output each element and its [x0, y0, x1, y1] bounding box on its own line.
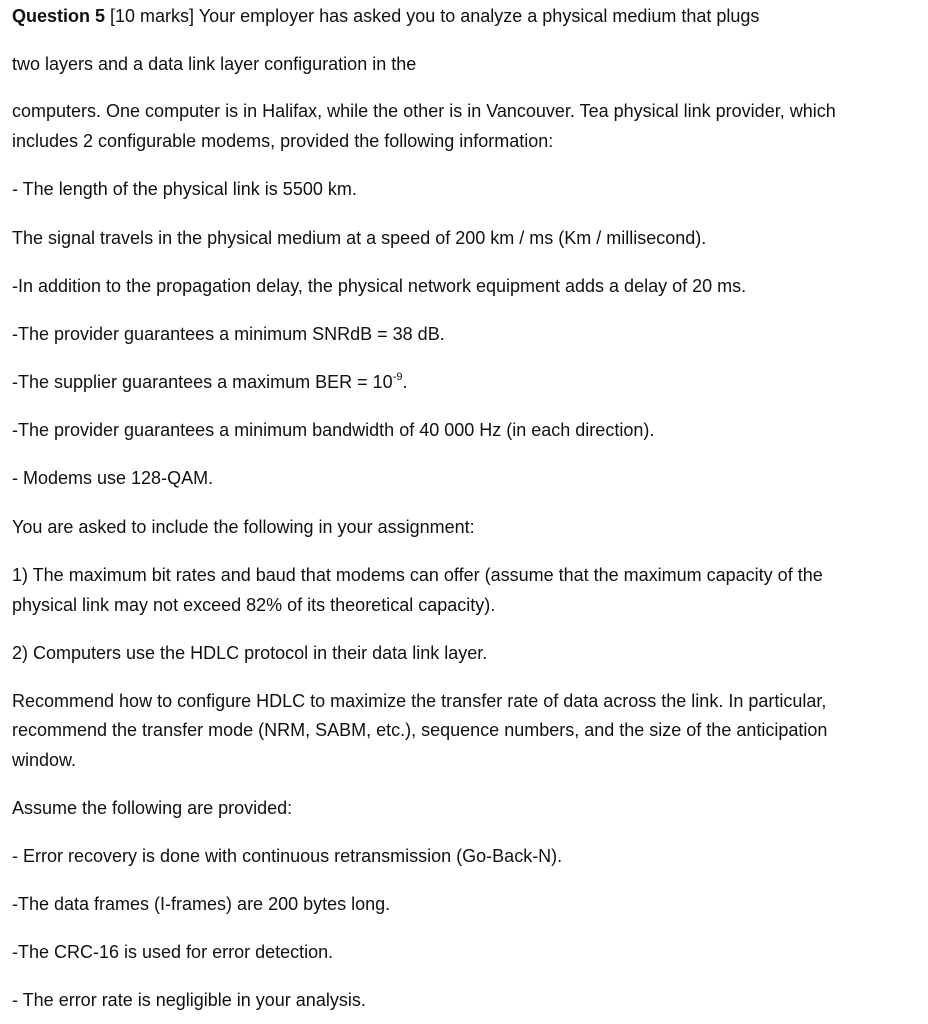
- assignment-intro: You are asked to include the following in your assignment:: [12, 517, 475, 537]
- assignment-item-1a: 1) The maximum bit rates and baud that modems can offer (assume that the maximum capacity of the: [12, 565, 823, 585]
- given-speed: The signal travels in the physical medium at a speed of 200 km / ms (Km / millisecond).: [12, 228, 707, 248]
- given-length: - The length of the physical link is 5500 km.: [12, 179, 357, 199]
- given-modems: - Modems use 128-QAM.: [12, 468, 214, 488]
- ber-text: -The supplier guarantees a maximum BER = 10: [12, 372, 393, 392]
- ber-exponent: -9: [392, 371, 403, 383]
- recommend-line-b: recommend the transfer mode (NRM, SABM, etc.), sequence numbers, and the size of the anticipation: [12, 720, 828, 740]
- assumption-crc: -The CRC-16 is used for error detection.: [12, 942, 334, 962]
- intro-line-3b: includes 2 configurable modems, provided the following information:: [12, 131, 554, 151]
- given-ber: [12, 367, 912, 397]
- recommend-line-c: window.: [12, 750, 77, 770]
- question-number: Question 5: [12, 6, 106, 26]
- assumption-frames: -The data frames (I-frames) are 200 bytes long.: [12, 894, 391, 914]
- assumption-error-rate: - The error rate is negligible in your analysis.: [12, 990, 366, 1010]
- intro-line-1: Your employer has asked you to analyze a physical medium that plugs: [198, 6, 760, 26]
- intro-line-2: two layers and a data link layer configuration in the: [12, 54, 417, 74]
- ber-suffix: .: [402, 372, 408, 392]
- intro-line-3a: computers. One computer is in Halifax, while the other is in Vancouver. Tea physical link provider, which: [12, 101, 836, 121]
- assumption-error-recovery: - Error recovery is done with continuous retransmission (Go-Back-N).: [12, 846, 563, 866]
- assignment-item-1b: physical link may not exceed 82% of its theoretical capacity).: [12, 595, 496, 615]
- question-heading-line: [12, 1, 912, 31]
- given-delay: -In addition to the propagation delay, the physical network equipment adds a delay of 20 ms.: [12, 276, 747, 296]
- assumptions-intro: Assume the following are provided:: [12, 798, 293, 818]
- assignment-item-2: 2) Computers use the HDLC protocol in their data link layer.: [12, 643, 488, 663]
- given-bandwidth: -The provider guarantees a minimum bandwidth of 40 000 Hz (in each direction).: [12, 420, 655, 440]
- question-marks: [10 marks]: [110, 6, 195, 26]
- given-snr: -The provider guarantees a minimum SNRdB = 38 dB.: [12, 324, 445, 344]
- recommend-line-a: Recommend how to configure HDLC to maximize the transfer rate of data across the link. In particular,: [12, 691, 827, 711]
